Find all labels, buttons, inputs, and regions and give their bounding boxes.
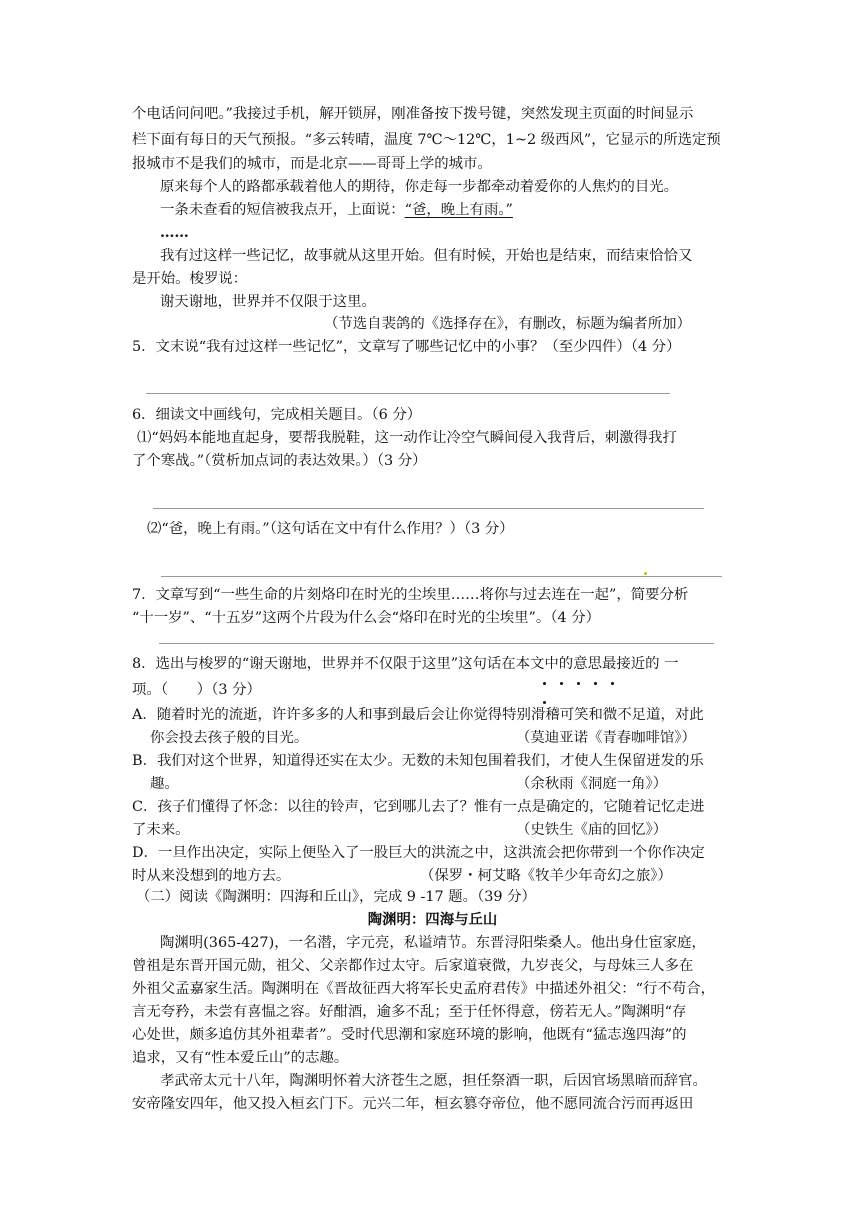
question-6: 6．细读文中画线句，完成相关题目。（6 分） [132,407,422,423]
question-8: 8．选出与梭罗的“谢天谢地，世界并不仅限于这里”这句话在本文中的意思最接近的 一 [132,656,679,672]
article-line: 追求，又有“性本爱丘山”的志趣。 [132,1050,349,1066]
article-line: 外祖父孟嘉家生活。陶渊明在《晋故征西大将军长史孟府君传》中描述外祖父：“行不苟合， [132,981,715,997]
option-b: B．我们对这个世界，知道得还实在太少。无数的未知包围着我们，才使人生保留迸发的乐 [132,753,704,769]
story-line: 栏下面有每日的天气预报。“多云转晴，温度 7℃～12℃，1~2 级西风”，它显示的所选定预 [132,132,721,148]
article-line: 孝武帝太元十八年，陶渊明怀着大济苍生之愿，担任祭酒一职，后因官场黑暗而辞官。 [160,1073,707,1089]
story-paragraph [160,200,764,220]
answer-line[interactable] [153,508,704,509]
option-a-cont: 你会投去孩子般的目光。 [150,730,309,746]
story-paragraph: 我有过这样一些记忆，故事就从这里开始。但有时候，开始也是结束，而结束恰恰又 [160,248,693,264]
source-note: （节选自裴鸽的《选择存在》，有删改，标题为编者所加） [324,316,691,332]
option-b-cont: 趣。 [150,776,179,792]
story-line: 是开始。梭罗说： [132,271,248,287]
question-7: 7．文章写到“一些生命的片刻烙印在时光的尘埃里……将你与过去连在一起”，简要分析 [132,587,689,603]
section-heading: （二）阅读《陶渊明：四海和丘山》，完成 9 -17 题。（39 分） [136,889,536,905]
question-8-cont: 项。（ ）（3 分） [132,682,261,698]
option-c-cont: 了未来。 [132,822,190,838]
answer-line[interactable] [146,393,670,394]
article-line: 言无夸矜，未尝有喜愠之容。好酣酒，逾多不乱；至于任怀得意，傍若无人。”陶渊明“存 [132,1004,687,1020]
option-c: C．孩子们懂得了怀念：以往的铃声，它到哪儿去了？惟有一点是确定的，它随着记忆走进 [132,799,705,815]
question-6-2: ⑵“爸，晚上有雨。”（这句话在文中有什么作用？）（3 分） [147,521,514,537]
option-a: A．随着时光的流逝，许许多多的人和事到最后会让你觉得特别滑稽可笑和微不足道，对此 [132,707,704,723]
answer-line[interactable] [161,576,722,577]
question-5: 5．文末说“我有过这样一些记忆”，文章写了哪些记忆中的小事？（至少四件）（4 分） [132,339,681,355]
option-b-source: （余秋雨《洞庭一角》） [516,776,668,792]
emphasis-dots [543,670,643,676]
question-6-1-cont: 了个寒战。”（赏析加点词的表达效果。）（3 分） [132,453,427,469]
answer-line[interactable] [159,643,714,644]
stray-mark [644,572,647,575]
option-d-cont: 时从来没想到的地方去。 [132,868,291,884]
article-line: 曾祖是东晋开国元勋，祖父、父亲都作过太守。后家道衰微，九岁丧父，与母妹三人多在 [132,958,694,974]
ellipsis: …… [160,224,189,241]
article-line: 安帝隆安四年，他又投入桓玄门下。元兴二年，桓玄篡夺帝位，他不愿同流合污而再返田 [132,1096,694,1112]
story-text: 一条未查看的短信被我点开，上面说： [160,202,405,218]
article-title: 陶渊明：四海与丘山 [367,911,498,928]
article-line: 陶渊明(365-427)，一名潜，字元亮，私谥靖节。东晋浔阳柴桑人。他出身仕宦家庭， [160,935,706,951]
option-c-source: （史铁生《庙的回忆》） [516,822,668,838]
article-line: 心处世，颇多追仿其外祖辈者”。受时代思潮和家庭环境的影响，他既有“猛志逸四海”的 [132,1027,687,1043]
story-line: 个电话问问吧。”我接过手机，解开锁屏，刚准备按下拨号键，突然发现主页面的时间显示 [132,106,694,122]
question-6-1: ⑴“妈妈本能地直起身，要帮我脱鞋，这一动作让冷空气瞬间侵入我背后，刺激得我打 [137,430,677,446]
story-paragraph: 原来每个人的路都承载着他人的期待，你走每一步都牵动着爱你的人焦灼的目光。 [160,179,679,195]
underlined-sentence: “爸，晚上有雨。” [404,202,513,218]
option-d-source: （保罗・柯艾略《牧羊少年奇幻之旅》） [420,868,672,884]
option-d: D．一旦作出决定，实际上便坠入了一股巨大的洪流之中，这洪流会把你带到一个你作决定 [132,845,705,861]
question-7-cont: “十一岁”、“十五岁”这两个片段为什么会“烙印在时光的尘埃里”。（4 分） [132,610,601,626]
story-quote: 谢天谢地，世界并不仅限于这里。 [160,294,376,310]
story-line: 报城市不是我们的城市，而是北京——哥哥上学的城市。 [132,156,492,172]
option-a-source: （莫迪亚诺《青春咖啡馆》） [516,730,696,746]
